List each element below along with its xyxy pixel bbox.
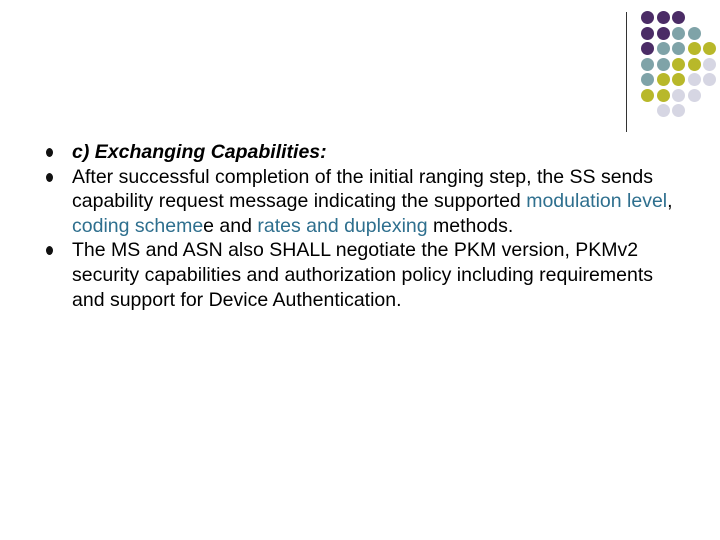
decorative-dot	[672, 11, 685, 24]
paragraph-text: The MS and ASN also SHALL negotiate the PKM version, PKMv2 security capabilities and authorization policy including requirements and support for Device Authentication.	[72, 239, 653, 311]
decorative-dot	[672, 58, 685, 71]
bullet-list	[46, 140, 686, 312]
decorative-dot	[657, 104, 670, 117]
paragraph-text: After successful completion of the initial ranging step, the SS sends capability request message indicating the supported	[72, 165, 653, 213]
decorative-dot	[641, 27, 654, 40]
decorative-dot	[703, 73, 716, 86]
decorative-dot	[703, 58, 716, 71]
decorative-dot	[641, 58, 654, 71]
decorative-dot	[672, 104, 685, 117]
highlight-coding-scheme: coding scheme	[72, 214, 204, 237]
decorative-dot	[641, 42, 654, 55]
decorative-dot	[672, 42, 685, 55]
bullet-icon	[46, 246, 53, 255]
decorative-dot	[657, 58, 670, 71]
paragraph-text: ,	[667, 190, 673, 213]
bullet-item-pkm-negotiation	[46, 238, 686, 312]
decorative-dot	[657, 11, 670, 24]
decorative-dot	[672, 89, 685, 102]
decorative-dot-grid	[641, 11, 720, 121]
highlight-rates-and-duplexing: rates and duplexing	[257, 214, 428, 237]
bullet-icon	[46, 173, 53, 182]
decorative-dot	[688, 27, 701, 40]
decorative-dot	[672, 27, 685, 40]
decorative-dot	[688, 89, 701, 102]
decorative-dot	[657, 42, 670, 55]
decorative-dot	[657, 27, 670, 40]
bullet-item-heading	[46, 140, 686, 165]
decorative-dot	[641, 89, 654, 102]
decorative-dot	[688, 73, 701, 86]
section-heading: c) Exchanging Capabilities:	[72, 141, 327, 163]
decorative-dot	[641, 73, 654, 86]
decorative-dot	[688, 58, 701, 71]
decorative-dot	[672, 73, 685, 86]
highlight-modulation-level: modulation level	[526, 190, 668, 213]
header-divider-line	[626, 12, 627, 132]
paragraph-text: methods.	[427, 214, 514, 237]
paragraph-text: e and	[203, 214, 258, 237]
decorative-dot	[657, 73, 670, 86]
decorative-dot	[657, 89, 670, 102]
decorative-dot	[688, 42, 701, 55]
bullet-item-capability-request	[46, 165, 686, 239]
decorative-dot	[641, 11, 654, 24]
bullet-icon	[46, 148, 53, 157]
decorative-dot	[703, 42, 716, 55]
